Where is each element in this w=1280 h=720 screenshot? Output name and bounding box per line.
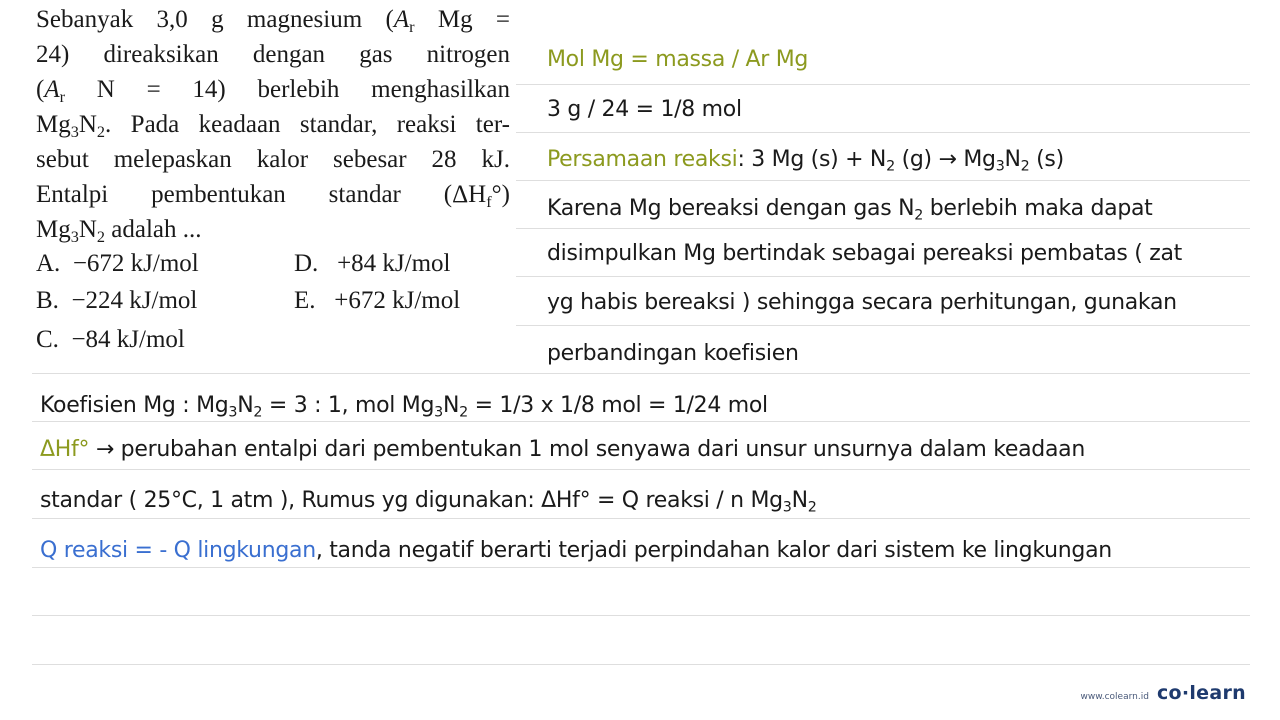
rule-line: [516, 180, 1250, 181]
option-c[interactable]: C. −84 kJ/mol: [36, 326, 185, 353]
arrow-right-icon: →: [95, 437, 114, 462]
option-a[interactable]: A. −672 kJ/mol: [36, 250, 199, 277]
rule-line: [516, 84, 1250, 85]
limiting-line-4: perbandingan koefisien: [547, 341, 799, 366]
brand-url[interactable]: www.colearn.id: [1080, 692, 1149, 702]
question-line-1: Sebanyak 3,0 g magnesium ($A_r$ Mg =: [36, 6, 511, 36]
option-b[interactable]: B. −224 kJ/mol: [36, 287, 198, 314]
rule-line: [516, 325, 1250, 326]
rule-line: [32, 518, 1250, 519]
question-line-7: $Mg_3N_2$ adalah ...: [36, 216, 202, 246]
q-reaction-line: Q reaksi = - Q lingkungan, tanda negatif berarti terjadi perpindahan kalor dari sistem ke lingkungan: [40, 538, 1112, 563]
dhf-definition: ΔHf° → perubahan entalpi dari pembentukan 1 mol senyawa dari unsur unsurnya dalam keadaan: [40, 437, 1085, 462]
question-line-6: Entalpi pembentukan standar $(\Delta H_f^\circ)$: [36, 181, 510, 211]
rule-line: [32, 567, 1250, 568]
branding: [1080, 682, 1246, 704]
rule-line: [32, 615, 1250, 616]
mol-calculation: 3 g / 24 = 1/8 mol: [547, 97, 742, 122]
rule-line: [516, 228, 1250, 229]
rule-line: [32, 469, 1250, 470]
limiting-line-2: disimpulkan Mg bertindak sebagai pereaksi pembatas ( zat: [547, 241, 1182, 266]
standard-formula: standar ( 25°C, 1 atm ), Rumus yg digunakan: ΔHf° = Q reaksi / n $Mg_3N_2$: [40, 488, 817, 516]
question-line-2: 24) direaksikan dengan gas nitrogen: [36, 41, 510, 68]
coefficient-line: Koefisien Mg : $Mg_3N_2 = 3$ : 1, mol $Mg_3N_2 = 1/3$ x 1/8 mol = 1/24 mol: [40, 393, 768, 421]
rule-line: [516, 132, 1250, 133]
reaction-equation: Persamaan reaksi: 3 Mg $(s) + N_2$ $(g) \to Mg_3N_2$ (s): [547, 147, 1064, 175]
rule-line: [32, 373, 1250, 374]
reaction-label: Persamaan reaksi: [547, 147, 738, 172]
rule-line: [32, 421, 1250, 422]
question-line-4: $Mg_3N_2$. Pada keadaan standar, reaksi ter-: [36, 111, 510, 141]
option-d[interactable]: D. +84 kJ/mol: [294, 250, 451, 277]
rule-line: [516, 276, 1250, 277]
rule-line: [32, 664, 1250, 665]
q-reaction-label: Q reaksi = - Q lingkungan: [40, 538, 316, 563]
limiting-line-1: Karena Mg bereaksi dengan gas $N_2$ berlebih maka dapat: [547, 196, 1153, 224]
question-line-5: sebut melepaskan kalor sebesar 28 kJ.: [36, 146, 510, 173]
option-e[interactable]: E. +672 kJ/mol: [294, 287, 461, 314]
question-line-3: ($A_r$ N = 14) berlebih menghasilkan: [36, 76, 510, 106]
arrow-right-icon: →: [938, 147, 957, 172]
limiting-line-3: yg habis bereaksi ) sehingga secara perhitungan, gunakan: [547, 290, 1177, 315]
brand-logo: co·learn: [1156, 682, 1246, 704]
dhf-label: ΔHf°: [40, 437, 90, 462]
mol-formula: Mol Mg = massa / Ar Mg: [547, 47, 809, 72]
